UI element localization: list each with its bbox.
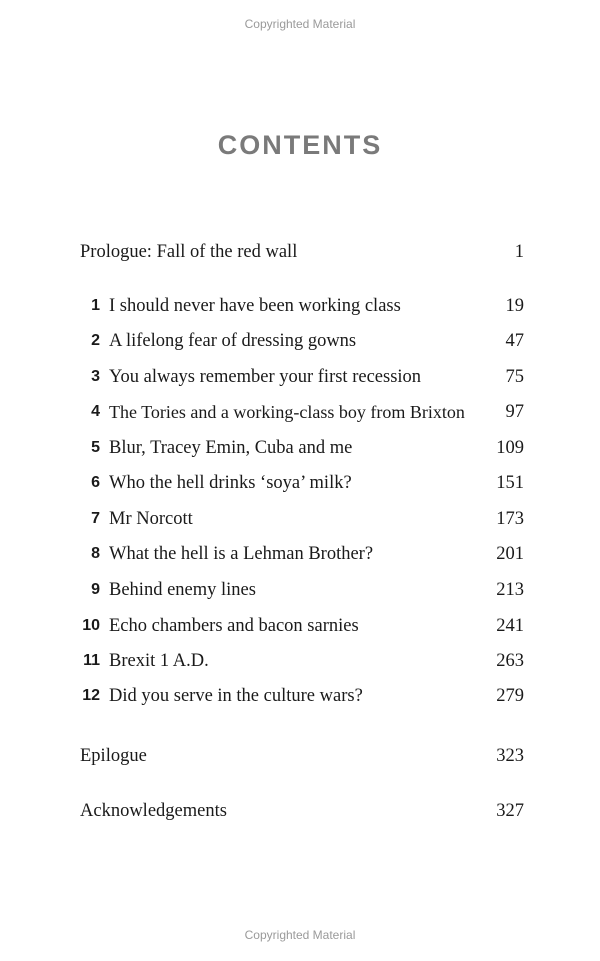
chapter-page: 151 bbox=[496, 473, 524, 493]
chapter-number: 8 bbox=[91, 545, 100, 562]
entry-page: 327 bbox=[496, 801, 524, 821]
toc-entry-chapter-10[interactable] bbox=[80, 613, 524, 639]
toc-entry-chapter-12[interactable] bbox=[80, 683, 524, 709]
chapter-page: 241 bbox=[496, 616, 524, 636]
toc-entry-epilogue[interactable] bbox=[80, 743, 524, 769]
toc-entry-chapter-2[interactable] bbox=[80, 328, 524, 354]
toc-entry-chapter-7[interactable] bbox=[80, 506, 524, 532]
chapter-title: Did you serve in the culture wars? bbox=[109, 686, 363, 706]
chapter-page: 109 bbox=[496, 438, 524, 458]
toc-entry-chapter-8[interactable] bbox=[80, 541, 524, 567]
chapter-page: 201 bbox=[496, 544, 524, 564]
chapter-page: 213 bbox=[496, 580, 524, 600]
toc-entry-chapter-6[interactable] bbox=[80, 470, 524, 496]
chapter-number: 5 bbox=[91, 439, 100, 456]
chapter-number: 2 bbox=[91, 332, 100, 349]
chapter-title: Echo chambers and bacon sarnies bbox=[109, 616, 359, 636]
chapter-number: 9 bbox=[91, 581, 100, 598]
chapter-number: 6 bbox=[91, 474, 100, 491]
chapter-number: 12 bbox=[82, 687, 100, 704]
chapter-number: 4 bbox=[91, 403, 100, 420]
entry-page: 1 bbox=[514, 242, 524, 262]
chapter-title: The Tories and a working-class boy from Brixton bbox=[109, 402, 465, 422]
entry-page: 323 bbox=[496, 746, 524, 766]
entry-title: Epilogue bbox=[80, 746, 147, 766]
chapter-page: 263 bbox=[496, 651, 524, 671]
watermark-top: Copyrighted Material bbox=[244, 17, 356, 31]
toc-entry-chapter-1[interactable] bbox=[80, 293, 524, 319]
chapter-page: 97 bbox=[505, 402, 524, 422]
toc-entry-acknowledgements[interactable] bbox=[80, 798, 524, 824]
chapter-number: 1 bbox=[91, 297, 100, 314]
chapter-number: 11 bbox=[83, 652, 100, 669]
chapter-title: Blur, Tracey Emin, Cuba and me bbox=[109, 438, 353, 458]
chapter-page: 47 bbox=[505, 331, 524, 351]
chapter-title: You always remember your first recession bbox=[109, 367, 422, 387]
contents-heading: CONTENTS bbox=[217, 130, 383, 160]
chapter-title: Brexit 1 A.D. bbox=[109, 651, 209, 671]
chapter-page: 279 bbox=[496, 686, 524, 706]
entry-title: Acknowledgements bbox=[80, 801, 227, 821]
chapter-title: A lifelong fear of dressing gowns bbox=[109, 331, 357, 351]
toc-entry-chapter-3[interactable] bbox=[80, 364, 524, 390]
chapter-title: What the hell is a Lehman Brother? bbox=[109, 544, 374, 564]
chapter-number: 10 bbox=[82, 617, 100, 634]
toc-entry-chapter-4[interactable] bbox=[80, 399, 524, 425]
watermark-bottom: Copyrighted Material bbox=[244, 928, 356, 942]
chapter-title: Behind enemy lines bbox=[109, 580, 256, 600]
chapter-title: I should never have been working class bbox=[109, 296, 401, 316]
toc-entry-chapter-9[interactable] bbox=[80, 577, 524, 603]
toc-entry-prologue[interactable] bbox=[80, 239, 524, 265]
chapter-number: 7 bbox=[91, 510, 100, 527]
entry-title: Prologue: Fall of the red wall bbox=[80, 242, 298, 262]
toc-entry-chapter-11[interactable] bbox=[80, 648, 524, 674]
chapter-number: 3 bbox=[91, 368, 100, 385]
toc-entry-chapter-5[interactable] bbox=[80, 435, 524, 461]
chapter-title: Who the hell drinks ‘soya’ milk? bbox=[109, 473, 352, 493]
chapter-page: 75 bbox=[505, 367, 524, 387]
chapter-title: Mr Norcott bbox=[109, 509, 193, 529]
chapter-page: 173 bbox=[496, 509, 524, 529]
chapter-page: 19 bbox=[505, 296, 524, 316]
